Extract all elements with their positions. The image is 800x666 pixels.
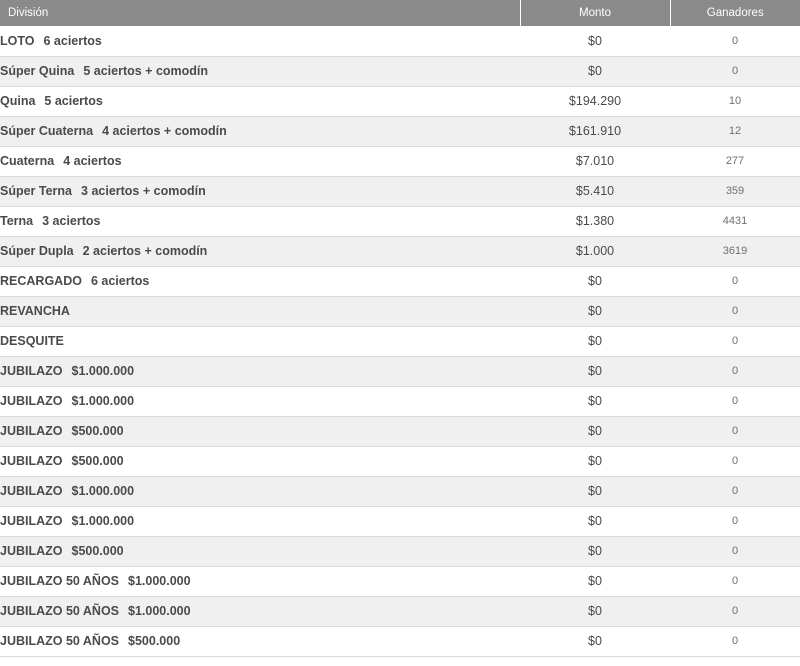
division-detail: 3 aciertos [42,214,101,228]
table-row [0,296,800,326]
cell-division [0,326,520,356]
cell-division [0,86,520,116]
division-detail: $1.000.000 [71,484,135,498]
division-name: Súper Terna [0,184,73,198]
division-detail: $1.000.000 [71,364,135,378]
cell-monto: $0 [520,266,670,296]
division-name: JUBILAZO [0,394,63,408]
cell-monto: $161.910 [520,116,670,146]
cell-division [0,266,520,296]
division-detail: $1.000.000 [128,574,191,588]
cell-ganadores: 0 [670,416,800,446]
cell-monto: $0 [520,356,670,386]
division-name: JUBILAZO [0,364,63,378]
division-detail: 6 aciertos [43,33,102,48]
cell-division [0,536,520,566]
cell-ganadores: 10 [670,86,800,116]
cell-division [0,476,520,506]
table-row [0,626,800,656]
cell-ganadores: 0 [670,506,800,536]
cell-division [0,566,520,596]
table-row [0,266,800,296]
cell-monto: $0 [520,596,670,626]
cell-ganadores: 0 [670,266,800,296]
table-row [0,416,800,446]
cell-division [0,446,520,476]
cell-monto: $1.000 [520,236,670,266]
division-detail: $1.000.000 [128,604,191,618]
cell-division [0,26,520,56]
division-detail: 3 aciertos + comodín [81,184,206,198]
cell-monto: $0 [520,416,670,446]
cell-ganadores: 0 [670,386,800,416]
division-name: Súper Cuaterna [0,124,94,138]
division-name: JUBILAZO [0,484,63,498]
cell-monto: $0 [520,536,670,566]
division-name: LOTO [0,33,35,48]
cell-ganadores: 0 [670,476,800,506]
cell-monto: $0 [520,326,670,356]
table-row [0,236,800,266]
division-name: DESQUITE [0,334,64,348]
table-body [0,26,800,656]
cell-monto: $0 [520,566,670,596]
cell-ganadores: 3619 [670,236,800,266]
division-detail: 5 aciertos [44,94,103,108]
cell-division [0,206,520,236]
table-row [0,26,800,56]
cell-ganadores: 4431 [670,206,800,236]
cell-division [0,146,520,176]
division-detail: $500.000 [71,544,124,558]
cell-ganadores: 0 [670,566,800,596]
cell-monto: $7.010 [520,146,670,176]
cell-ganadores: 359 [670,176,800,206]
cell-ganadores: 12 [670,116,800,146]
cell-division [0,56,520,86]
cell-monto: $0 [520,26,670,56]
division-name: JUBILAZO [0,454,63,468]
division-name: Súper Dupla [0,244,74,258]
division-detail: 6 aciertos [90,274,150,288]
table-row [0,176,800,206]
column-header-monto: Monto [520,0,670,26]
cell-monto: $194.290 [520,86,670,116]
division-detail: $1.000.000 [71,514,135,528]
cell-division [0,416,520,446]
division-detail: $1.000.000 [71,394,135,408]
cell-division [0,626,520,656]
cell-monto: $1.380 [520,206,670,236]
cell-ganadores: 0 [670,536,800,566]
column-header-ganadores: Ganadores [670,0,800,26]
cell-ganadores: 0 [670,446,800,476]
division-name: JUBILAZO 50 AÑOS [0,574,120,588]
table-row [0,596,800,626]
division-detail: $500.000 [128,634,181,648]
division-detail: 5 aciertos + comodín [83,64,209,78]
cell-ganadores: 0 [670,296,800,326]
table-row [0,536,800,566]
division-name: JUBILAZO [0,544,63,558]
cell-monto: $0 [520,506,670,536]
table-row [0,206,800,236]
cell-monto: $0 [520,626,670,656]
table-row [0,446,800,476]
cell-division [0,386,520,416]
cell-monto: $5.410 [520,176,670,206]
table-row [0,56,800,86]
table-row [0,146,800,176]
division-name: JUBILAZO 50 AÑOS [0,604,120,618]
division-name: JUBILAZO [0,514,63,528]
division-name: Súper Quina [0,64,75,78]
division-detail: $500.000 [71,424,124,438]
cell-monto: $0 [520,56,670,86]
table-row [0,326,800,356]
table-row [0,116,800,146]
cell-monto: $0 [520,476,670,506]
table-row [0,506,800,536]
table-header-row [0,0,800,26]
cell-ganadores: 277 [670,146,800,176]
table-row [0,356,800,386]
table-row [0,386,800,416]
cell-ganadores: 0 [670,626,800,656]
table-row [0,476,800,506]
division-name: JUBILAZO 50 AÑOS [0,634,120,648]
cell-ganadores: 0 [670,56,800,86]
cell-division [0,596,520,626]
division-detail: 4 aciertos [63,154,122,168]
cell-ganadores: 0 [670,596,800,626]
table-header [0,0,800,26]
division-name: JUBILAZO [0,424,63,438]
cell-division [0,296,520,326]
cell-division [0,506,520,536]
cell-ganadores: 0 [670,326,800,356]
cell-monto: $0 [520,386,670,416]
column-header-division: División [0,0,520,26]
division-name: REVANCHA [0,304,70,318]
cell-monto: $0 [520,446,670,476]
cell-division [0,116,520,146]
cell-division [0,176,520,206]
division-detail: $500.000 [71,454,124,468]
table-row [0,86,800,116]
cell-division [0,356,520,386]
cell-ganadores: 0 [670,26,800,56]
table-row [0,566,800,596]
division-name: Terna [0,214,34,228]
division-name: RECARGADO [0,274,82,288]
cell-division [0,236,520,266]
cell-ganadores: 0 [670,356,800,386]
cell-monto: $0 [520,296,670,326]
division-name: Cuaterna [0,154,55,168]
division-detail: 4 aciertos + comodín [102,124,227,138]
division-name: Quina [0,94,36,108]
division-detail: 2 aciertos + comodín [82,244,208,258]
